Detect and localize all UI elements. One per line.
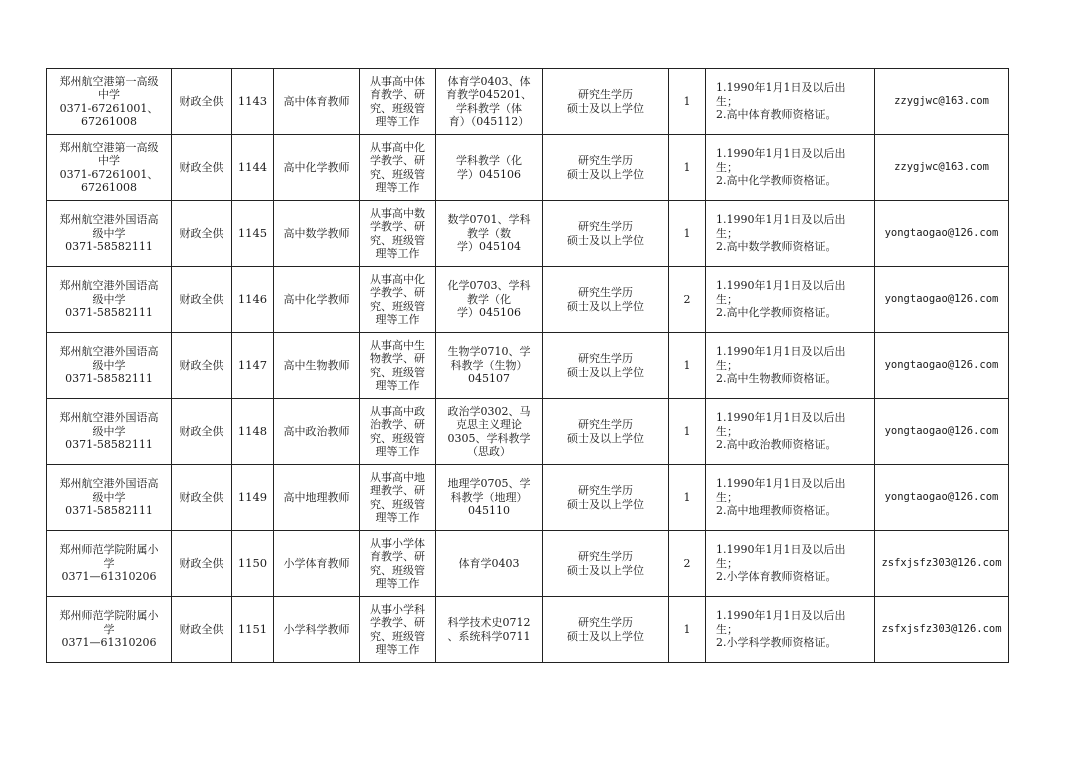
unit-cell: 郑州航空港第一高级 中学 0371-67261001、 67261008 (47, 135, 172, 201)
headcount-cell: 2 (669, 267, 706, 333)
requirements-cell: 1.1990年1月1日及以后出 生； 2.高中生物教师资格证。 (706, 333, 875, 399)
major-cell: 政治学0302、马 克思主义理论 0305、学科教学 （思政） (436, 399, 543, 465)
major-cell: 生物学0710、学 科教学（生物） 045107 (436, 333, 543, 399)
funding-cell: 财政全供 (172, 333, 232, 399)
headcount-cell: 1 (669, 69, 706, 135)
position-name-cell: 高中数学教师 (274, 201, 360, 267)
education-cell: 研究生学历 硕士及以上学位 (543, 135, 669, 201)
table-row (47, 597, 1009, 663)
headcount-cell: 1 (669, 597, 706, 663)
email-cell: zsfxjsfz303@126.com (875, 531, 1009, 597)
position-name-cell: 高中政治教师 (274, 399, 360, 465)
funding-cell: 财政全供 (172, 135, 232, 201)
requirements-cell: 1.1990年1月1日及以后出 生； 2.高中体育教师资格证。 (706, 69, 875, 135)
major-cell: 科学技术史0712 、系统科学0711 (436, 597, 543, 663)
unit-cell: 郑州航空港外国语高 级中学 0371-58582111 (47, 333, 172, 399)
email-cell: zsfxjsfz303@126.com (875, 597, 1009, 663)
duties-cell: 从事高中地 理教学、研 究、班级管 理等工作 (360, 465, 436, 531)
funding-cell: 财政全供 (172, 465, 232, 531)
requirements-cell: 1.1990年1月1日及以后出 生； 2.高中数学教师资格证。 (706, 201, 875, 267)
positions-table (46, 68, 1009, 663)
position-code-cell: 1150 (232, 531, 274, 597)
headcount-cell: 2 (669, 531, 706, 597)
email-cell: yongtaogao@126.com (875, 399, 1009, 465)
email-cell: zzygjwc@163.com (875, 135, 1009, 201)
requirements-cell: 1.1990年1月1日及以后出 生； 2.小学科学教师资格证。 (706, 597, 875, 663)
position-code-cell: 1149 (232, 465, 274, 531)
requirements-cell: 1.1990年1月1日及以后出 生； 2.高中地理教师资格证。 (706, 465, 875, 531)
email-cell: yongtaogao@126.com (875, 267, 1009, 333)
unit-cell: 郑州师范学院附属小 学 0371—61310206 (47, 531, 172, 597)
duties-cell: 从事小学科 学教学、研 究、班级管 理等工作 (360, 597, 436, 663)
email-cell: yongtaogao@126.com (875, 333, 1009, 399)
table-row (47, 135, 1009, 201)
table-row (47, 201, 1009, 267)
positions-table-body (47, 69, 1009, 663)
table-row (47, 531, 1009, 597)
table-row (47, 69, 1009, 135)
duties-cell: 从事高中政 治教学、研 究、班级管 理等工作 (360, 399, 436, 465)
position-code-cell: 1143 (232, 69, 274, 135)
unit-cell: 郑州航空港第一高级 中学 0371-67261001、 67261008 (47, 69, 172, 135)
headcount-cell: 1 (669, 333, 706, 399)
funding-cell: 财政全供 (172, 399, 232, 465)
position-name-cell: 高中生物教师 (274, 333, 360, 399)
funding-cell: 财政全供 (172, 201, 232, 267)
education-cell: 研究生学历 硕士及以上学位 (543, 399, 669, 465)
position-code-cell: 1151 (232, 597, 274, 663)
major-cell: 化学0703、学科 教学（化 学）045106 (436, 267, 543, 333)
funding-cell: 财政全供 (172, 597, 232, 663)
position-name-cell: 高中体育教师 (274, 69, 360, 135)
table-row (47, 399, 1009, 465)
education-cell: 研究生学历 硕士及以上学位 (543, 597, 669, 663)
funding-cell: 财政全供 (172, 531, 232, 597)
position-name-cell: 高中地理教师 (274, 465, 360, 531)
requirements-cell: 1.1990年1月1日及以后出 生； 2.高中化学教师资格证。 (706, 267, 875, 333)
position-code-cell: 1144 (232, 135, 274, 201)
education-cell: 研究生学历 硕士及以上学位 (543, 69, 669, 135)
education-cell: 研究生学历 硕士及以上学位 (543, 333, 669, 399)
duties-cell: 从事高中生 物教学、研 究、班级管 理等工作 (360, 333, 436, 399)
position-name-cell: 小学体育教师 (274, 531, 360, 597)
funding-cell: 财政全供 (172, 69, 232, 135)
position-code-cell: 1148 (232, 399, 274, 465)
major-cell: 体育学0403、体 育教学045201、 学科教学（体 育）（045112） (436, 69, 543, 135)
education-cell: 研究生学历 硕士及以上学位 (543, 465, 669, 531)
position-name-cell: 高中化学教师 (274, 135, 360, 201)
duties-cell: 从事高中化 学教学、研 究、班级管 理等工作 (360, 267, 436, 333)
position-code-cell: 1147 (232, 333, 274, 399)
unit-cell: 郑州航空港外国语高 级中学 0371-58582111 (47, 201, 172, 267)
position-name-cell: 高中化学教师 (274, 267, 360, 333)
requirements-cell: 1.1990年1月1日及以后出 生； 2.高中政治教师资格证。 (706, 399, 875, 465)
email-cell: yongtaogao@126.com (875, 201, 1009, 267)
unit-cell: 郑州师范学院附属小 学 0371—61310206 (47, 597, 172, 663)
major-cell: 数学0701、学科 教学（数 学）045104 (436, 201, 543, 267)
position-code-cell: 1145 (232, 201, 274, 267)
major-cell: 体育学0403 (436, 531, 543, 597)
major-cell: 地理学0705、学 科教学（地理） 045110 (436, 465, 543, 531)
table-row (47, 267, 1009, 333)
major-cell: 学科教学（化 学）045106 (436, 135, 543, 201)
table-row (47, 465, 1009, 531)
requirements-cell: 1.1990年1月1日及以后出 生； 2.小学体育教师资格证。 (706, 531, 875, 597)
duties-cell: 从事小学体 育教学、研 究、班级管 理等工作 (360, 531, 436, 597)
headcount-cell: 1 (669, 399, 706, 465)
headcount-cell: 1 (669, 135, 706, 201)
unit-cell: 郑州航空港外国语高 级中学 0371-58582111 (47, 267, 172, 333)
duties-cell: 从事高中化 学教学、研 究、班级管 理等工作 (360, 135, 436, 201)
unit-cell: 郑州航空港外国语高 级中学 0371-58582111 (47, 399, 172, 465)
position-name-cell: 小学科学教师 (274, 597, 360, 663)
duties-cell: 从事高中体 育教学、研 究、班级管 理等工作 (360, 69, 436, 135)
email-cell: zzygjwc@163.com (875, 69, 1009, 135)
education-cell: 研究生学历 硕士及以上学位 (543, 531, 669, 597)
requirements-cell: 1.1990年1月1日及以后出 生； 2.高中化学教师资格证。 (706, 135, 875, 201)
duties-cell: 从事高中数 学教学、研 究、班级管 理等工作 (360, 201, 436, 267)
education-cell: 研究生学历 硕士及以上学位 (543, 267, 669, 333)
unit-cell: 郑州航空港外国语高 级中学 0371-58582111 (47, 465, 172, 531)
funding-cell: 财政全供 (172, 267, 232, 333)
table-row (47, 333, 1009, 399)
email-cell: yongtaogao@126.com (875, 465, 1009, 531)
position-code-cell: 1146 (232, 267, 274, 333)
headcount-cell: 1 (669, 465, 706, 531)
education-cell: 研究生学历 硕士及以上学位 (543, 201, 669, 267)
headcount-cell: 1 (669, 201, 706, 267)
